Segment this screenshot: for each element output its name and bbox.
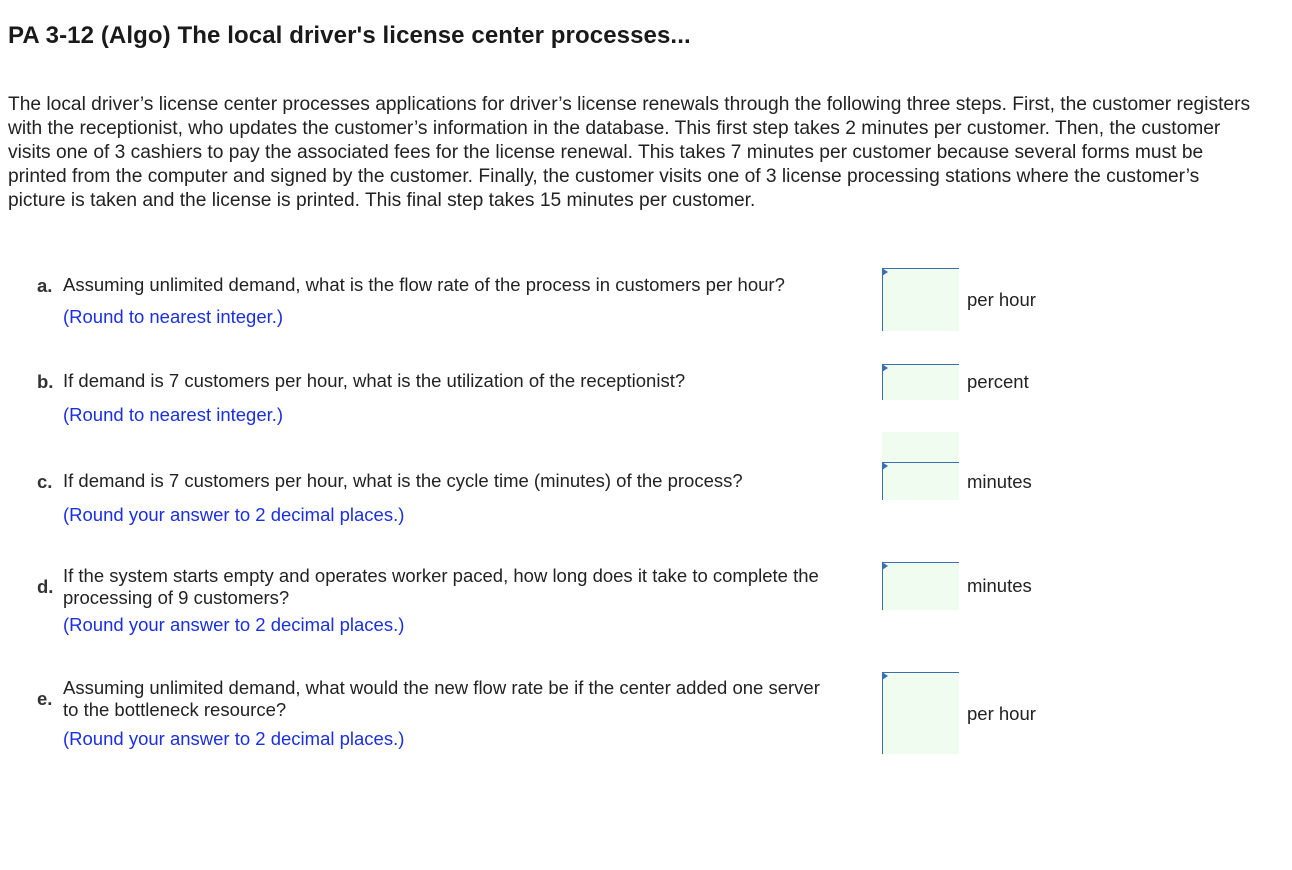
question-c-letter: c. [37, 471, 53, 492]
answer-area-shade [882, 432, 959, 462]
question-e-text: Assuming unlimited demand, what would the new flow rate be if the center added one server to the bottleneck resource? [63, 677, 820, 720]
question-e-answer-input[interactable] [882, 672, 959, 754]
question-b-unit: percent [967, 371, 1029, 392]
question-a-letter: a. [37, 275, 53, 296]
question-b-answer-input[interactable] [882, 364, 959, 400]
question-d-hint: (Round your answer to 2 decimal places.) [63, 614, 405, 635]
question-d-unit: minutes [967, 575, 1032, 596]
question-d-letter: d. [37, 576, 54, 597]
question-e-hint: (Round your answer to 2 decimal places.) [63, 728, 405, 749]
question-b-hint: (Round to nearest integer.) [63, 404, 284, 425]
problem-statement: The local driver’s license center processes applications for driver’s license renewals through the following three steps. First, the customer registers with the receptionist, who updates the customer’s information in the database. This first step takes 2 minutes per customer. Then, the customer visits one of 3 cashiers to pay the associated fees for the license renewal. This takes 7 minutes per customer because several forms must be printed from the computer and signed by the customer. Finally, the customer visits one of 3 license processing stations where the customer’s picture is taken and the license is printed. This final step takes 15 minutes per customer. [8, 94, 1251, 211]
question-e-unit: per hour [967, 703, 1036, 724]
question-a-text: Assuming unlimited demand, what is the flow rate of the process in customers per hour? [63, 274, 785, 295]
question-b-marker-icon [882, 364, 888, 372]
question-b-text: If demand is 7 customers per hour, what is the utilization of the receptionist? [63, 370, 686, 391]
question-d-marker-icon [882, 562, 888, 570]
question-e-marker-icon [882, 672, 888, 680]
question-c-text: If demand is 7 customers per hour, what is the cycle time (minutes) of the process? [63, 470, 743, 491]
question-c-answer-input[interactable] [882, 462, 959, 500]
question-d-text: If the system starts empty and operates worker paced, how long does it take to complete the processing of 9 customers? [63, 565, 819, 608]
question-a-answer-input[interactable] [882, 268, 959, 331]
question-d-answer-input[interactable] [882, 562, 959, 610]
question-e-letter: e. [37, 688, 53, 709]
question-c-hint: (Round your answer to 2 decimal places.) [63, 504, 405, 525]
question-c-marker-icon [882, 462, 888, 470]
question-a-unit: per hour [967, 289, 1036, 310]
question-c-unit: minutes [967, 471, 1032, 492]
question-a-hint: (Round to nearest integer.) [63, 306, 284, 327]
question-b-letter: b. [37, 371, 54, 392]
question-a-marker-icon [882, 268, 888, 276]
page-title: PA 3-12 (Algo) The local driver's license center processes... [8, 22, 691, 49]
